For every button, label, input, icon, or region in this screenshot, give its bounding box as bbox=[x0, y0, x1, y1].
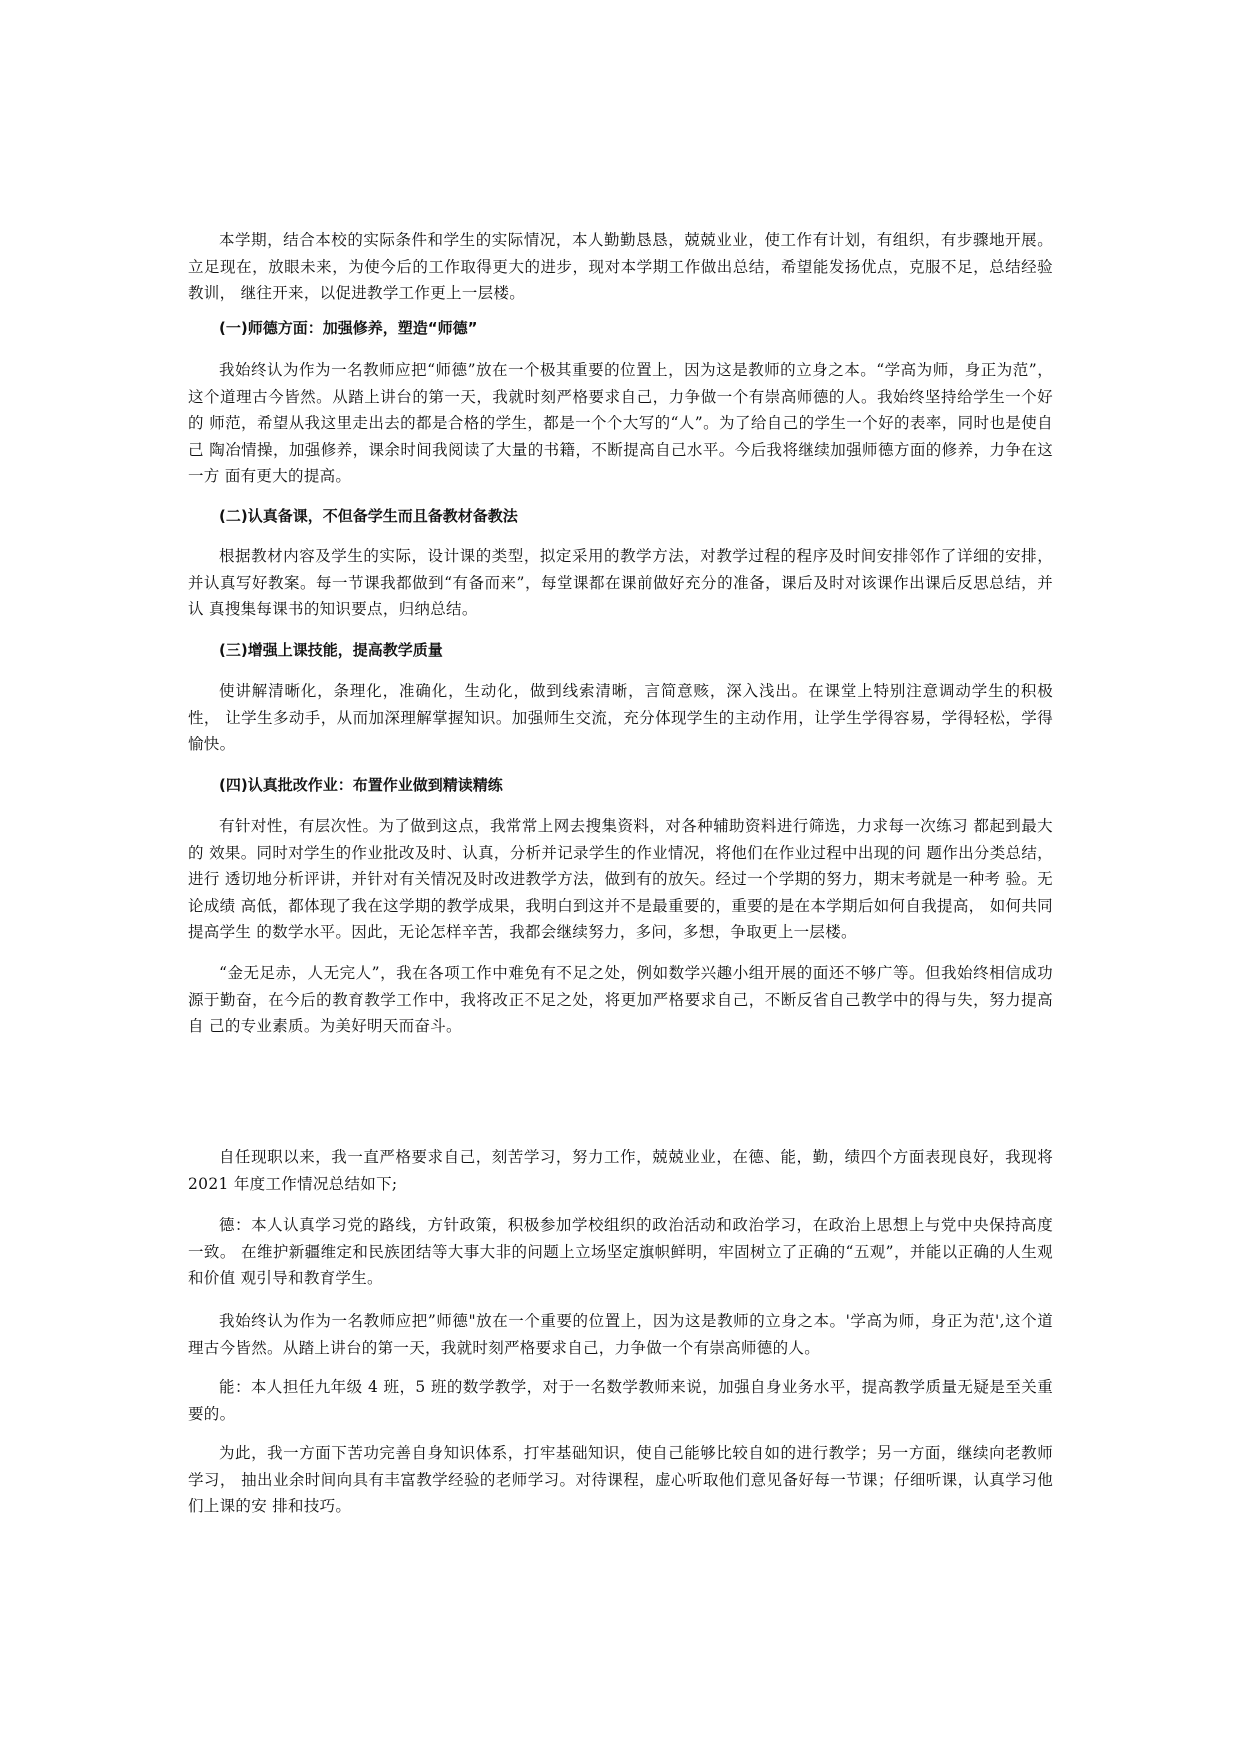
paragraph-homework: 有针对性，有层次性。为了做到这点，我常常上网去搜集资料，对各种辅助资料进行筛选，力求每一次练习 都起到最大的 效果。同时对学生的作业批改及时、认真，分析并记录学生的作业情况，将他们在作业过程中出现的问 题作出分类总结，进行 透切地分析评讲，并针对有关情况及时改进教学方法，做到有的放矢。经过一个学期的努力，期末考就是一种考 验。无论成绩 高低，都体现了我在这学期的教学成果，我明白到这并不是最重要的，重要的是在本学期后如何自我提高， 如何共同提高学生 的数学水平。因此，无论怎样辛苦，我都会继续努力，多问，多想，争取更上一层楼。 bbox=[188, 817, 1053, 941]
section1-intro-paragraph: 本学期，结合本校的实际条件和学生的实际情况，本人勤勤恳恳，兢兢业业，使工作有计划，有组织，有步骤地开展。立足现在，放眼未来，为使今后的工作取得更大的进步，现对本学期工作做出总结，希望能发扬优点，克服不足，总结经验教训， 继往开来，以促进教学工作更上一层楼。 bbox=[188, 231, 1053, 302]
paragraph-conclusion: “金无足赤，人无完人”，我在各项工作中难免有不足之处，例如数学兴趣小组开展的面还不够广等。但我始终相信成功 源于勤奋，在今后的教育教学工作中，我将改正不足之处，将更加严格要求自己，不断反省自己教学中的得与失，努力提高自 己的专业素质。为美好明天而奋斗。 bbox=[188, 964, 1053, 1035]
section1-p4-block bbox=[188, 813, 1053, 946]
paragraph-self-improvement: 为此，我一方面下苦功完善自身知识体系，打牢基础知识，使自己能够比较自如的进行教学；另一方面，继续向老教师学习， 抽出业余时间向具有丰富教学经验的老师学习。对待课程，虚心听取他们意见备好每一节课；仔细听课，认真学习他们上课的安 排和技巧。 bbox=[188, 1444, 1053, 1515]
heading-homework: (四)认真批改作业：布置作业做到精读精练 bbox=[219, 776, 503, 794]
section1-p5-block bbox=[188, 960, 1053, 1040]
paragraph-annual-intro: 自任现职以来，我一直严格要求自己，刻苦学习，努力工作，兢兢业业，在德、能，勤，绩四个方面表现良好，我现将 2021 年度工作情况总结如下; bbox=[188, 1148, 1053, 1193]
section2-p5-block bbox=[188, 1440, 1053, 1520]
section2-p2-block bbox=[188, 1212, 1053, 1292]
section2-p1-block bbox=[188, 1144, 1053, 1197]
paragraph-teacher-ethics: 我始终认为作为一名教师应把“师德”放在一个极其重要的位置上，因为这是教师的立身之本。“学高为师，身正为范”， 这个道理古今皆然。从踏上讲台的第一天，我就时刻严格要求自己，力争做一个有崇高师德的人。我始终坚持给学生一个好的 师范，希望从我这里走出去的都是合格的学生，都是一个个大写的“人”。为了给自己的学生一个好的表率，同时也是使自己 陶冶情操，加强修养，课余时间我阅读了大量的书籍，不断提高自己水平。今后我将继续加强师德方面的修养，力争在这一方 面有更大的提高。 bbox=[188, 361, 1053, 485]
section1-heading-3-block bbox=[188, 638, 1053, 662]
paragraph-teaching-skills: 使讲解清晰化，条理化，准确化，生动化，做到线索清晰，言简意赅，深入浅出。在课堂上特别注意调动学生的积极性， 让学生多动手，从而加深理解掌握知识。加强师生交流，充分体现学生的主动作用，让学生学得容易，学得轻松，学得愉快。 bbox=[188, 682, 1053, 753]
heading-teaching-skills: (三)增强上课技能，提高教学质量 bbox=[219, 641, 443, 659]
heading-lesson-prep: (二)认真备课，不但备学生而且备教材备教法 bbox=[219, 507, 518, 525]
section2-p3-block bbox=[188, 1308, 1053, 1361]
section1-p1-block bbox=[188, 357, 1053, 490]
paragraph-morality: 德：本人认真学习党的路线，方针政策，积极参加学校组织的政治活动和政治学习，在政治上思想上与党中央保持高度一致。 在维护新疆维定和民族团结等大事大非的问题上立场坚定旗帜鲜明，牢固树立了正确的“五观”，并能以正确的人生观和价值 观引导和教育学生。 bbox=[188, 1216, 1053, 1287]
paragraph-ability: 能：本人担任九年级 4 班，5 班的数学教学，对于一名数学教师来说，加强自身业务水平，提高教学质量无疑是至关重要的。 bbox=[188, 1378, 1053, 1423]
section2-p4-block bbox=[188, 1374, 1053, 1427]
section1-p3-block bbox=[188, 678, 1053, 758]
section1-heading-1-block bbox=[188, 316, 1053, 340]
heading-teacher-ethics: (一)师德方面：加强修养，塑造“师德” bbox=[219, 319, 478, 337]
section1-intro-block bbox=[188, 227, 1053, 307]
section1-p2-block bbox=[188, 543, 1053, 623]
section1-heading-2-block bbox=[188, 504, 1053, 528]
paragraph-teacher-ethics-2: 我始终认为作为一名教师应把”师德"放在一个重要的位置上，因为这是教师的立身之本。'学高为师，身正为范',这个道 理古今皆然。从踏上讲台的第一天，我就时刻严格要求自己，力争做一个有崇高师德的人。 bbox=[188, 1312, 1053, 1357]
paragraph-lesson-prep: 根据教材内容及学生的实际，设计课的类型，拟定采用的教学方法，对教学过程的程序及时间安排邻作了详细的安排，并认真写好教案。每一节课我都做到“有备而来”，每堂课都在课前做好充分的准备，课后及时对该课作出课后反思总结，并认 真搜集每课书的知识要点，归纳总结。 bbox=[188, 547, 1053, 618]
section1-heading-4-block bbox=[188, 773, 1053, 797]
